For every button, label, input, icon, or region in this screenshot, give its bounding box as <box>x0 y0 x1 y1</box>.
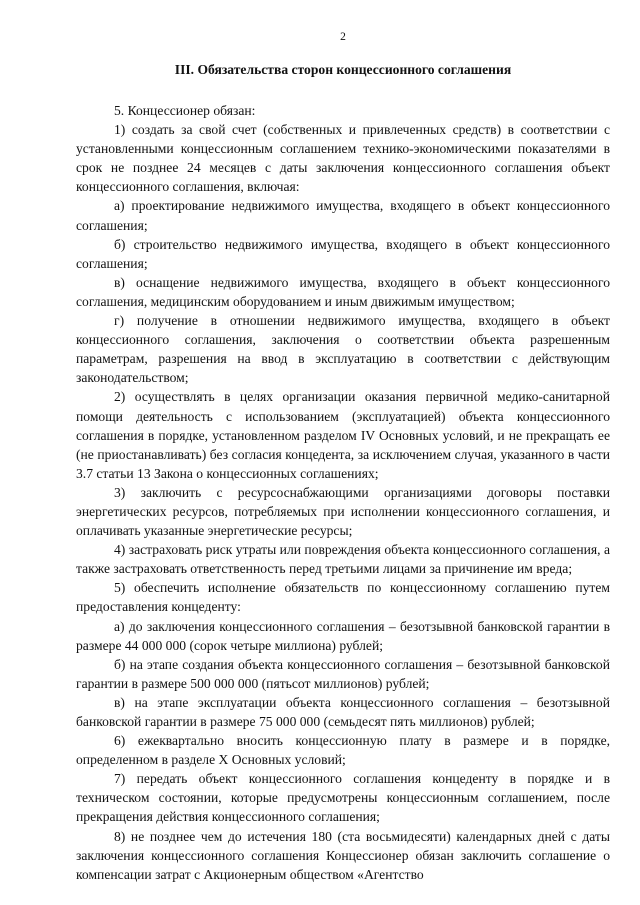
paragraph: а) до заключения концессионного соглашения – безотзывной банковской гарантии в размере 44 000 000 (сорок четыре миллиона) рублей; <box>76 618 610 653</box>
paragraph: 8) не позднее чем до истечения 180 (ста восьмидесяти) календарных дней с даты заключения концессионного соглашения Концессионер обязан заключить соглашение о компенсации затрат с Акционерным обществом «Агентство <box>76 828 610 882</box>
paragraph: 2) осуществлять в целях организации оказания первичной медико-санитарной помощи деятельность с использованием (эксплуатацией) объекта концессионного соглашения в порядке, установленном разделом IV Основных условий, и не прекращать ее (не приостанавливать) без согласия концедента, за исключением случая, указанного в части 3.7 статьи 13 Закона о концессионных соглашениях; <box>76 389 610 481</box>
paragraph: б) строительство недвижимого имущества, входящего в объект концессионного соглашения; <box>76 236 610 271</box>
document-page <box>76 30 610 884</box>
paragraph: 3) заключить с ресурсоснабжающими организациями договоры поставки энергетических ресурсов, потребляемых при исполнении концессионного соглашения, и оплачивать указанные энергетические ресурсы; <box>76 484 610 539</box>
paragraph: в) на этапе эксплуатации объекта концессионного соглашения – безотзывной банковской гарантии в размере 75 000 000 (семьдесят пять миллионов) рублей; <box>76 694 610 729</box>
paragraph: 6) ежеквартально вносить концессионную плату в размере и в порядке, определенном в разделе X Основных условий; <box>76 733 610 768</box>
section-title: III. Обязательства сторон концессионного соглашения <box>174 62 512 77</box>
paragraph: 4) застраховать риск утраты или повреждения объекта концессионного соглашения, а также застраховать ответственность перед третьими лицами за причинение им вреда; <box>76 542 610 577</box>
document-body <box>76 101 610 884</box>
paragraph: 5. Концессионер обязан: <box>114 103 256 118</box>
paragraph: 7) передать объект концессионного соглашения концеденту в порядке и в техническом состоянии, которые предусмотрены концессионным соглашением, после прекращения действия концессионного соглашения; <box>76 771 610 825</box>
paragraph: а) проектирование недвижимого имущества, входящего в объект концессионного соглашения; <box>76 198 610 233</box>
page-number: 2 <box>340 31 346 43</box>
paragraph: в) оснащение недвижимого имущества, входящего в объект концессионного соглашения, медицинским оборудованием и иным движимым имуществом; <box>76 274 610 309</box>
paragraph: б) на этапе создания объекта концессионного соглашения – безотзывной банковской гарантии в размере 500 000 000 (пятьсот миллионов) рублей; <box>76 656 610 691</box>
paragraph: 1) создать за свой счет (собственных и привлеченных средств) в соответствии с установленными концессионным соглашением технико-экономическими показателями в срок не позднее 24 месяцев с даты заключения концессионного соглашения объект концессионного соглашения, включая: <box>76 122 610 195</box>
paragraph: г) получение в отношении недвижимого имущества, входящего в объект концессионного соглашения, заключения о соответствии объекта разрешенным параметрам, разрешения на ввод в эксплуатацию в соответствии с действующим законодательством; <box>76 313 610 386</box>
paragraph: 5) обеспечить исполнение обязательств по концессионному соглашению путем предоставления концеденту: <box>76 580 610 615</box>
